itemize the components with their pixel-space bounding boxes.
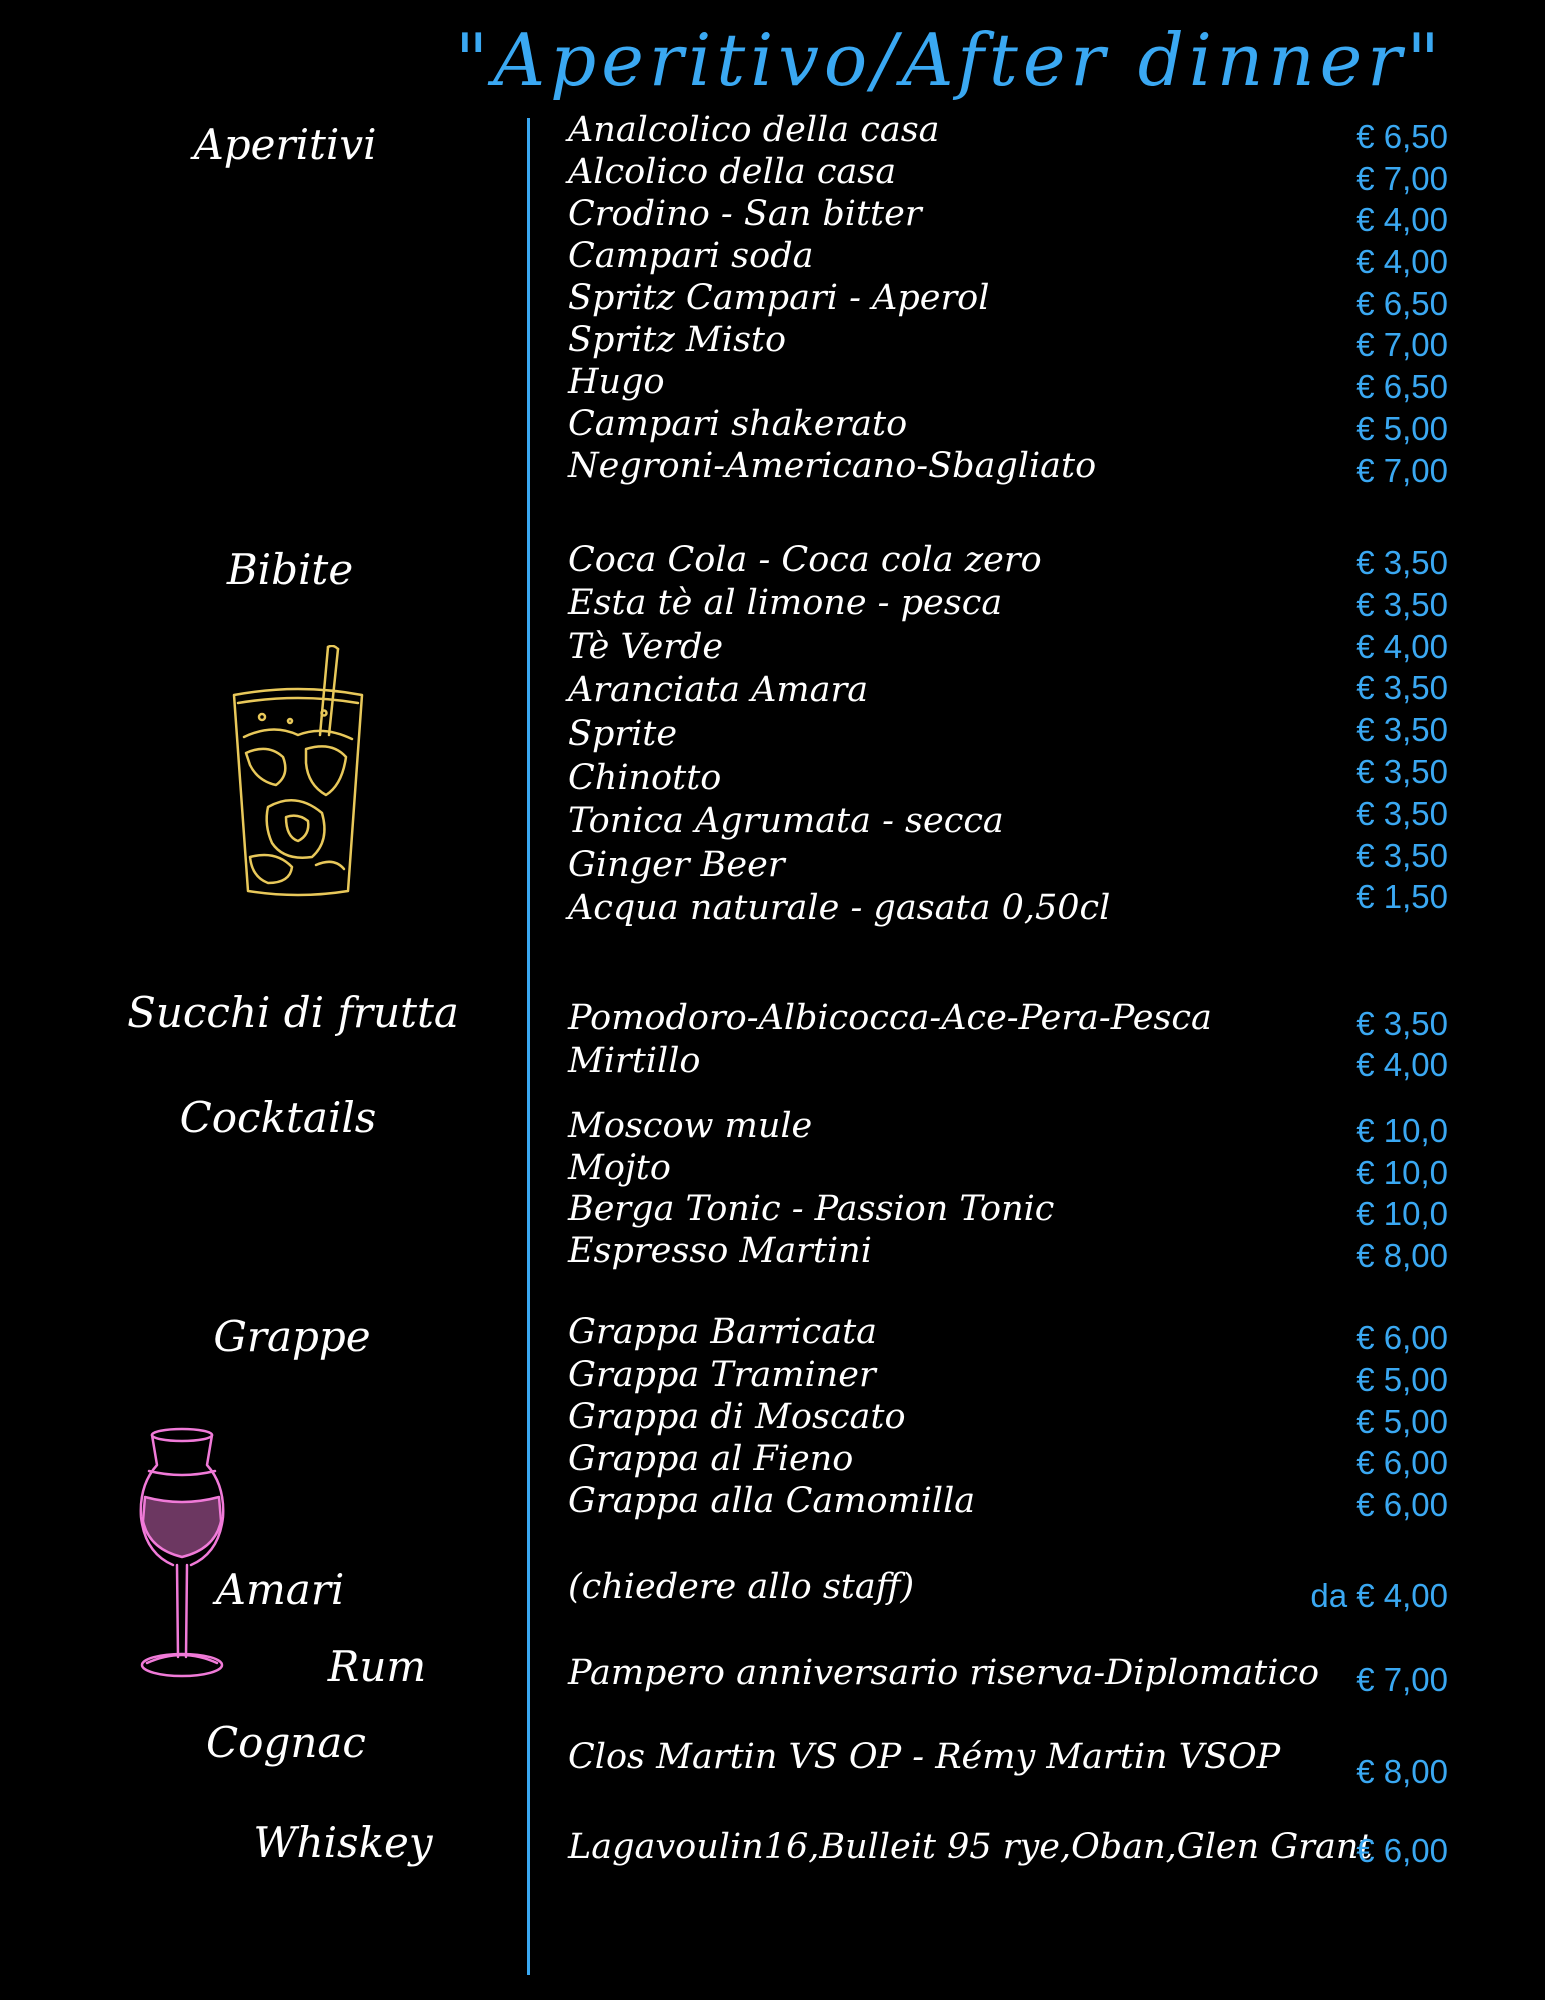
menu-item-name: Grappa Traminer: [568, 1355, 876, 1395]
menu-item-name: Negroni-Americano-Sbagliato: [568, 446, 1097, 486]
menu-item-name: Moscow mule: [568, 1106, 813, 1146]
menu-item-price: € 3,50: [1356, 544, 1448, 581]
grappa-glass-icon: [135, 1425, 230, 1685]
menu-item-price: € 7,00: [1356, 326, 1448, 363]
menu-item-name: Mirtillo: [568, 1041, 701, 1081]
menu-item-name: Spritz Campari - Aperol: [568, 278, 990, 318]
category-grappe: Grappe: [213, 1312, 371, 1361]
menu-item-price: da € 4,00: [1310, 1577, 1448, 1614]
menu-item-price: € 3,50: [1356, 753, 1448, 790]
menu-item-price: € 7,00: [1356, 452, 1448, 489]
menu-item-name: Grappa alla Camomilla: [568, 1481, 976, 1521]
vertical-divider: [527, 118, 530, 1975]
menu-item-price: € 3,50: [1356, 669, 1448, 706]
menu-item-price: € 6,50: [1356, 118, 1448, 155]
menu-item-price: € 5,00: [1356, 1403, 1448, 1440]
menu-item-name: Coca Cola - Coca cola zero: [568, 540, 1042, 580]
menu-item-price: € 6,00: [1356, 1832, 1448, 1869]
menu-item-name: Mojto: [568, 1148, 671, 1188]
menu-item-name: Espresso Martini: [568, 1231, 872, 1271]
menu-item-name: Grappa di Moscato: [568, 1397, 906, 1437]
menu-item-name: Campari shakerato: [568, 404, 908, 444]
soda-glass-icon: [228, 645, 368, 900]
menu-item-price: € 4,00: [1356, 628, 1448, 665]
menu-item-name: Grappa Barricata: [568, 1312, 878, 1352]
menu-item-price: € 4,00: [1356, 243, 1448, 280]
menu-item-name: Tè Verde: [568, 627, 724, 667]
menu-item-name: Campari soda: [568, 236, 814, 276]
category-rum: Rum: [327, 1642, 427, 1691]
menu-item-name: Acqua naturale - gasata 0,50cl: [568, 888, 1111, 928]
menu-item-price: € 10,0: [1356, 1112, 1448, 1149]
menu-item-price: € 3,50: [1356, 711, 1448, 748]
menu-item-price: € 8,00: [1356, 1237, 1448, 1274]
menu-item-name: Spritz Misto: [568, 320, 787, 360]
menu-item-name: (chiedere allo staff): [568, 1567, 915, 1607]
category-aperitivi: Aperitivi: [193, 120, 377, 169]
menu-item-name: Esta tè al limone - pesca: [568, 583, 1003, 623]
menu-item-name: Alcolico della casa: [568, 152, 897, 192]
menu-item-price: € 10,0: [1356, 1154, 1448, 1191]
menu-item-name: Lagavoulin16,Bulleit 95 rye,Oban,Glen Grant: [568, 1827, 1373, 1867]
menu-item-name: Pomodoro-Albicocca-Ace-Pera-Pesca: [568, 998, 1212, 1038]
menu-item-price: € 5,00: [1356, 410, 1448, 447]
menu-item-price: € 1,50: [1356, 878, 1448, 915]
category-amari: Amari: [215, 1565, 345, 1614]
menu-item-price: € 4,00: [1356, 201, 1448, 238]
menu-item-name: Pampero anniversario riserva-Diplomatico: [568, 1653, 1320, 1693]
category-cocktails: Cocktails: [179, 1093, 377, 1142]
category-whiskey: Whiskey: [253, 1818, 433, 1867]
menu-item-name: Berga Tonic - Passion Tonic: [568, 1189, 1055, 1229]
menu-item-price: € 10,0: [1356, 1195, 1448, 1232]
menu-item-name: Hugo: [568, 362, 665, 402]
menu-item-name: Analcolico della casa: [568, 110, 940, 150]
menu-item-price: € 8,00: [1356, 1753, 1448, 1790]
menu-item-price: € 3,50: [1356, 586, 1448, 623]
menu-item-price: € 3,50: [1356, 1005, 1448, 1042]
menu-item-name: Chinotto: [568, 758, 722, 798]
menu-title: "Aperitivo/After dinner": [455, 18, 1445, 102]
menu-item-name: Crodino - San bitter: [568, 194, 922, 234]
menu-item-price: € 6,00: [1356, 1319, 1448, 1356]
menu-item-name: Ginger Beer: [568, 845, 785, 885]
menu-item-price: € 6,00: [1356, 1444, 1448, 1481]
menu-item-name: Grappa al Fieno: [568, 1439, 854, 1479]
menu-item-name: Aranciata Amara: [568, 670, 869, 710]
category-bibite: Bibite: [226, 545, 354, 594]
menu-item-name: Clos Martin VS OP - Rémy Martin VSOP: [568, 1737, 1281, 1777]
menu-item-price: € 6,00: [1356, 1486, 1448, 1523]
menu-item-name: Sprite: [568, 714, 678, 754]
menu-item-price: € 6,50: [1356, 285, 1448, 322]
category-cognac: Cognac: [206, 1718, 366, 1767]
menu-item-price: € 7,00: [1356, 160, 1448, 197]
menu-item-price: € 3,50: [1356, 837, 1448, 874]
menu-item-price: € 6,50: [1356, 368, 1448, 405]
menu-item-name: Tonica Agrumata - secca: [568, 801, 1004, 841]
menu-item-price: € 5,00: [1356, 1361, 1448, 1398]
menu-item-price: € 3,50: [1356, 795, 1448, 832]
category-succhi: Succhi di frutta: [127, 988, 459, 1037]
menu-item-price: € 7,00: [1356, 1661, 1448, 1698]
menu-item-price: € 4,00: [1356, 1046, 1448, 1083]
